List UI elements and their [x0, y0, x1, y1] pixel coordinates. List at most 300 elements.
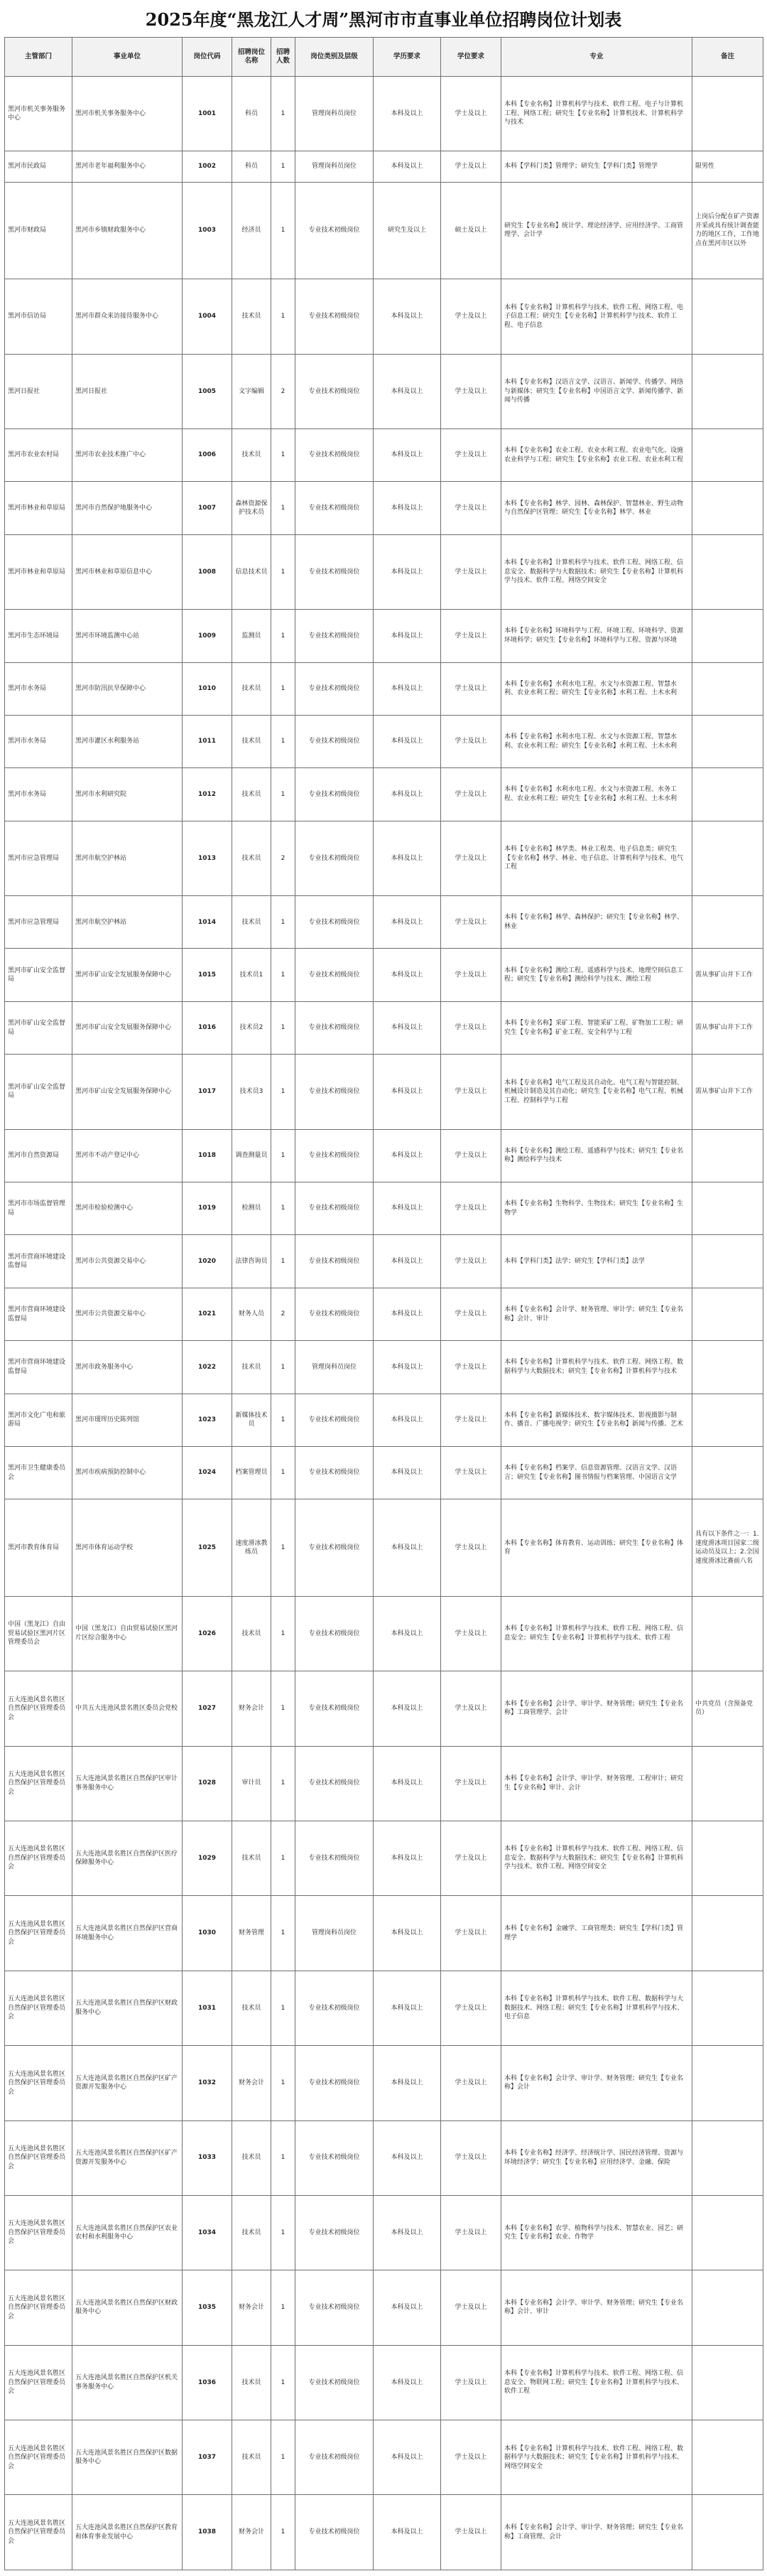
cell-cat: 专业技术初级岗位: [295, 768, 374, 821]
cell-unit: 中国（黑龙江）自由贸易试验区黑河片区综合服务中心: [72, 1596, 183, 1671]
cell-code: 1032: [183, 2046, 232, 2120]
cell-code: 1023: [183, 1394, 232, 1446]
cell-num: 1: [271, 2495, 295, 2570]
table-row: [5, 1821, 763, 1895]
cell-code: 1028: [183, 1746, 232, 1821]
cell-code: 1036: [183, 2345, 232, 2420]
cell-deg: 学士及以上: [441, 821, 501, 895]
cell-post: 技术员3: [232, 1055, 271, 1129]
cell-dept: 黑河市自然资源局: [5, 1129, 72, 1182]
cell-note: [692, 2495, 763, 2570]
cell-code: 1015: [183, 949, 232, 1001]
cell-code: 1025: [183, 1499, 232, 1596]
cell-edu: 本科及以上: [374, 2195, 441, 2270]
cell-deg: 学士及以上: [441, 279, 501, 354]
cell-note: [692, 610, 763, 662]
cell-unit: 五大连池风景名胜区自然保护区教育和体育事业发展中心: [72, 2495, 183, 2570]
cell-edu: 本科及以上: [374, 354, 441, 429]
cell-deg: 学士及以上: [441, 1001, 501, 1054]
cell-dept: 黑河日报社: [5, 354, 72, 429]
cell-edu: 本科及以上: [374, 151, 441, 182]
cell-unit: 黑河市瑷珲历史陈列馆: [72, 1394, 183, 1446]
cell-major: 本科【专业名称】计算机科学与技术、软件工程、网络工程、信息安全、数据科学与大数据技术；研究生【专业名称】计算机科学与技术、软件工程、网络空间安全: [501, 534, 692, 609]
table-row: [5, 2120, 763, 2195]
cell-code: 1026: [183, 1596, 232, 1671]
cell-deg: 学士及以上: [441, 1341, 501, 1394]
cell-major: 本科【专业名称】金融学、工商管理类；研究生【学科门类】管理学: [501, 1896, 692, 1971]
cell-num: 1: [271, 896, 295, 949]
cell-code: 1031: [183, 1971, 232, 2045]
cell-note: [692, 821, 763, 895]
cell-post: 技术员: [232, 2120, 271, 2195]
cell-unit: 黑河市公共资源交易中心: [72, 1235, 183, 1288]
cell-deg: 学士及以上: [441, 1746, 501, 1821]
cell-cat: 专业技术初级岗位: [295, 354, 374, 429]
cell-post: 信息技术员: [232, 534, 271, 609]
cell-note: [692, 1235, 763, 1288]
cell-cat: 专业技术初级岗位: [295, 2495, 374, 2570]
cell-code: 1020: [183, 1235, 232, 1288]
cell-cat: 专业技术初级岗位: [295, 1288, 374, 1340]
cell-code: 1035: [183, 2270, 232, 2345]
cell-dept: 黑河市应急管理局: [5, 821, 72, 895]
cell-cat: 专业技术初级岗位: [295, 821, 374, 895]
cell-unit: 黑河市矿山安全发展服务保障中心: [72, 949, 183, 1001]
cell-unit: 黑河市矿山安全发展服务保障中心: [72, 1055, 183, 1129]
cell-edu: 本科及以上: [374, 1821, 441, 1895]
cell-edu: 本科及以上: [374, 1596, 441, 1671]
cell-dept: 黑河市农业农村局: [5, 429, 72, 481]
table-row: [5, 1341, 763, 1394]
cell-unit: 黑河市公共资源交易中心: [72, 1288, 183, 1340]
cell-unit: 黑河市群众来访接待服务中心: [72, 279, 183, 354]
cell-note: [692, 1446, 763, 1499]
cell-cat: 专业技术初级岗位: [295, 949, 374, 1001]
cell-major: 本科【专业名称】林学类、林业工程类、电子信息类；研究生【专业名称】林学、林业、电子信息、计算机科学与技术、电气工程: [501, 821, 692, 895]
cell-post: 档案管理员: [232, 1446, 271, 1499]
cell-num: 1: [271, 1129, 295, 1182]
cell-code: 1006: [183, 429, 232, 481]
cell-post: 财务会计: [232, 2270, 271, 2345]
cell-post: 技术员: [232, 896, 271, 949]
cell-cat: 专业技术初级岗位: [295, 1182, 374, 1235]
cell-note: [692, 1288, 763, 1340]
cell-num: 1: [271, 482, 295, 534]
cell-deg: 学士及以上: [441, 1446, 501, 1499]
cell-note: [692, 1129, 763, 1182]
table-container: [4, 37, 763, 2570]
cell-cat: 专业技术初级岗位: [295, 2420, 374, 2495]
table-row: [5, 2495, 763, 2570]
cell-dept: 五大连池风景名胜区自然保护区管理委员会: [5, 2495, 72, 2570]
table-row: [5, 2046, 763, 2120]
cell-cat: 专业技术初级岗位: [295, 610, 374, 662]
cell-unit: 五大连池风景名胜区自然保护区矿产资源开发服务中心: [72, 2120, 183, 2195]
cell-cat: 专业技术初级岗位: [295, 1235, 374, 1288]
cell-note: [692, 1182, 763, 1235]
cell-major: 本科【专业名称】会计学、审计学、财务管理；研究生【专业名称】会计: [501, 2046, 692, 2120]
cell-major: 本科【专业名称】计算机科学与技术、软件工程、数据科学与大数据技术、网络工程；研究生【专业名称】计算机科学与技术、电子信息: [501, 1971, 692, 2045]
cell-post: 财务管理: [232, 1896, 271, 1971]
cell-dept: 黑河市林业和草原局: [5, 534, 72, 609]
cell-major: 本科【专业名称】计算机科学与技术、软件工程、网络工程、信息安全、物联网工程；研究生【专业名称】计算机科学与技术、软件工程: [501, 2345, 692, 2420]
cell-cat: 专业技术初级岗位: [295, 2345, 374, 2420]
cell-code: 1010: [183, 662, 232, 715]
cell-cat: 专业技术初级岗位: [295, 896, 374, 949]
cell-edu: 本科及以上: [374, 1129, 441, 1182]
cell-deg: 学士及以上: [441, 1671, 501, 1746]
cell-major: 本科【学科门类】法学；研究生【学科门类】法学: [501, 1235, 692, 1288]
table-row: [5, 2195, 763, 2270]
cell-cat: 管理岗科员岗位: [295, 1341, 374, 1394]
cell-note: [692, 1746, 763, 1821]
cell-unit: 黑河市防汛抗旱保障中心: [72, 662, 183, 715]
cell-num: 1: [271, 2046, 295, 2120]
cell-edu: 本科及以上: [374, 429, 441, 481]
cell-post: 新媒体技术员: [232, 1394, 271, 1446]
cell-cat: 专业技术初级岗位: [295, 715, 374, 767]
table-row: [5, 2270, 763, 2345]
cell-major: 本科【专业名称】电气工程及其自动化、电气工程与智能控制、机械设计制造及其自动化；研究生【专业名称】电气工程、机械工程、控制科学与工程: [501, 1055, 692, 1129]
cell-cat: 专业技术初级岗位: [295, 1446, 374, 1499]
cell-unit: 黑河市不动产登记中心: [72, 1129, 183, 1182]
cell-num: 1: [271, 1446, 295, 1499]
cell-code: 1021: [183, 1288, 232, 1340]
cell-deg: 学士及以上: [441, 2345, 501, 2420]
cell-dept: 五大连池风景名胜区自然保护区管理委员会: [5, 2420, 72, 2495]
cell-note: [692, 1596, 763, 1671]
cell-num: 1: [271, 2420, 295, 2495]
cell-deg: 学士及以上: [441, 1394, 501, 1446]
cell-deg: 学士及以上: [441, 1235, 501, 1288]
cell-note: 限男性: [692, 151, 763, 182]
cell-unit: 黑河市乡镇财政服务中心: [72, 182, 183, 279]
cell-code: 1033: [183, 2120, 232, 2195]
table-row: [5, 1971, 763, 2045]
cell-code: 1002: [183, 151, 232, 182]
cell-cat: 专业技术初级岗位: [295, 482, 374, 534]
cell-dept: 五大连池风景名胜区自然保护区管理委员会: [5, 1896, 72, 1971]
cell-deg: 学士及以上: [441, 715, 501, 767]
cell-deg: 学士及以上: [441, 1182, 501, 1235]
cell-code: 1019: [183, 1182, 232, 1235]
cell-deg: 学士及以上: [441, 1288, 501, 1340]
cell-num: 1: [271, 2195, 295, 2270]
cell-cat: 专业技术初级岗位: [295, 2120, 374, 2195]
cell-dept: 黑河市信访局: [5, 279, 72, 354]
cell-cat: 专业技术初级岗位: [295, 1821, 374, 1895]
cell-post: 科员: [232, 77, 271, 151]
cell-note: [692, 662, 763, 715]
cell-deg: 学士及以上: [441, 1821, 501, 1895]
cell-edu: 本科及以上: [374, 2345, 441, 2420]
cell-post: 审计员: [232, 1746, 271, 1821]
cell-major: 本科【专业名称】农业工程、农业水利工程、农业电气化、设施农业科学与工程；研究生【专业名称】农业工程、农业水利工程: [501, 429, 692, 481]
header-code: 岗位代码: [183, 38, 232, 77]
cell-major: 本科【专业名称】水利水电工程、水文与水资源工程、水务工程、农业水利工程；研究生【专业名称】水利工程、土木水利: [501, 768, 692, 821]
cell-post: 财务会计: [232, 1671, 271, 1746]
cell-edu: 研究生及以上: [374, 182, 441, 279]
cell-code: 1016: [183, 1001, 232, 1054]
cell-num: 2: [271, 354, 295, 429]
cell-major: 本科【专业名称】计算机科学与技术、软件工程、网络工程、信息安全、数据科学与大数据技术；研究生【专业名称】计算机科学与技术、软件工程、网络空间安全: [501, 1821, 692, 1895]
header-note: 备注: [692, 38, 763, 77]
cell-num: 1: [271, 2120, 295, 2195]
cell-edu: 本科及以上: [374, 2420, 441, 2495]
cell-dept: 黑河市营商环境建设监督局: [5, 1288, 72, 1340]
cell-edu: 本科及以上: [374, 1341, 441, 1394]
cell-num: 1: [271, 1394, 295, 1446]
cell-code: 1007: [183, 482, 232, 534]
cell-note: [692, 354, 763, 429]
cell-deg: 学士及以上: [441, 1596, 501, 1671]
cell-edu: 本科及以上: [374, 482, 441, 534]
cell-major: 本科【专业名称】会计学、财务管理、审计学；研究生【专业名称】会计、审计: [501, 1288, 692, 1340]
cell-major: 本科【专业名称】体育教育、运动训练；研究生【专业名称】体育: [501, 1499, 692, 1596]
cell-note: 需从事矿山井下工作: [692, 1055, 763, 1129]
cell-post: 技术员1: [232, 949, 271, 1001]
table-row: [5, 429, 763, 481]
cell-note: [692, 2195, 763, 2270]
cell-edu: 本科及以上: [374, 662, 441, 715]
cell-edu: 本科及以上: [374, 1235, 441, 1288]
table-row: [5, 77, 763, 151]
cell-deg: 学士及以上: [441, 1896, 501, 1971]
cell-note: [692, 2420, 763, 2495]
cell-edu: 本科及以上: [374, 1746, 441, 1821]
cell-major: 本科【学科门类】管理学；研究生【学科门类】管理学: [501, 151, 692, 182]
cell-note: [692, 534, 763, 609]
table-row: [5, 1671, 763, 1746]
cell-edu: 本科及以上: [374, 1446, 441, 1499]
cell-dept: 黑河市营商环境建设监督局: [5, 1341, 72, 1394]
table-row: [5, 182, 763, 279]
cell-major: 本科【专业名称】水利水电工程、水文与水资源工程、智慧水利、农业水利工程；研究生【专业名称】水利工程、土木水利: [501, 662, 692, 715]
cell-post: 技术员: [232, 1341, 271, 1394]
cell-code: 1008: [183, 534, 232, 609]
cell-post: 技术员: [232, 768, 271, 821]
cell-major: 本科【专业名称】会计学、审计学、财务管理；研究生【专业名称】会计、审计: [501, 2270, 692, 2345]
page-title: 2025年度“黑龙江人才周”黑河市市直事业单位招聘岗位计划表: [145, 9, 622, 30]
cell-deg: 学士及以上: [441, 534, 501, 609]
cell-cat: 专业技术初级岗位: [295, 1746, 374, 1821]
table-row: [5, 610, 763, 662]
cell-dept: 五大连池风景名胜区自然保护区管理委员会: [5, 2120, 72, 2195]
cell-edu: 本科及以上: [374, 1499, 441, 1596]
cell-num: 1: [271, 1235, 295, 1288]
cell-post: 技术员: [232, 279, 271, 354]
table-body: [5, 77, 763, 2570]
cell-dept: 黑河市营商环境建设监督局: [5, 1235, 72, 1288]
cell-note: [692, 2270, 763, 2345]
cell-major: 本科【专业名称】采矿工程、智能采矿工程、矿物加工工程；研究生【专业名称】矿业工程、安全科学与工程: [501, 1001, 692, 1054]
cell-deg: 学士及以上: [441, 949, 501, 1001]
cell-unit: 五大连池风景名胜区自然保护区农业农村和水利服务中心: [72, 2195, 183, 2270]
cell-dept: 五大连池风景名胜区自然保护区管理委员会: [5, 1746, 72, 1821]
cell-major: 本科【专业名称】测绘工程、遥感科学与技术；研究生【专业名称】测绘科学与技术: [501, 1129, 692, 1182]
cell-dept: 黑河市应急管理局: [5, 896, 72, 949]
cell-deg: 学士及以上: [441, 354, 501, 429]
cell-note: [692, 896, 763, 949]
cell-num: 1: [271, 662, 295, 715]
cell-note: [692, 2120, 763, 2195]
cell-edu: 本科及以上: [374, 2046, 441, 2120]
cell-post: 森林资源保护技术员: [232, 482, 271, 534]
cell-code: 1014: [183, 896, 232, 949]
cell-major: 本科【专业名称】计算机科学与技术、软件工程、网络工程、信息安全；研究生【专业名称】计算机科学与技术、软件工程: [501, 1596, 692, 1671]
cell-num: 1: [271, 715, 295, 767]
cell-unit: 黑河市体育运动学校: [72, 1499, 183, 1596]
cell-num: 1: [271, 151, 295, 182]
cell-edu: 本科及以上: [374, 715, 441, 767]
cell-deg: 学士及以上: [441, 2195, 501, 2270]
cell-major: 本科【专业名称】环境科学与工程、环境工程、环境科学、资源环境科学；研究生【专业名称】环境科学与工程、资源与环境: [501, 610, 692, 662]
cell-dept: 五大连池风景名胜区自然保护区管理委员会: [5, 2046, 72, 2120]
cell-deg: 学士及以上: [441, 1499, 501, 1596]
cell-major: 本科【专业名称】农学、植物科学与技术、智慧农业、园艺；研究生【专业名称】农业、作物学: [501, 2195, 692, 2270]
cell-cat: 管理岗科员岗位: [295, 77, 374, 151]
cell-unit: 黑河市检验检测中心: [72, 1182, 183, 1235]
cell-unit: 五大连池风景名胜区自然保护区审计事务服务中心: [72, 1746, 183, 1821]
cell-post: 监测员: [232, 610, 271, 662]
header-unit: 事业单位: [72, 38, 183, 77]
cell-code: 1034: [183, 2195, 232, 2270]
header-cat: 岗位类别及层级: [295, 38, 374, 77]
cell-unit: 黑河市水利研究院: [72, 768, 183, 821]
cell-note: [692, 1341, 763, 1394]
cell-code: 1013: [183, 821, 232, 895]
cell-deg: 学士及以上: [441, 1055, 501, 1129]
cell-post: 技术员: [232, 1971, 271, 2045]
cell-dept: 黑河市教育体育局: [5, 1499, 72, 1596]
cell-edu: 本科及以上: [374, 1288, 441, 1340]
cell-post: 技术员: [232, 2420, 271, 2495]
cell-deg: 学士及以上: [441, 429, 501, 481]
cell-post: 调查测量员: [232, 1129, 271, 1182]
table-row: [5, 1499, 763, 1596]
cell-num: 1: [271, 1971, 295, 2045]
table-row: [5, 715, 763, 767]
table-row: [5, 1446, 763, 1499]
cell-dept: 五大连池风景名胜区自然保护区管理委员会: [5, 2270, 72, 2345]
cell-code: 1011: [183, 715, 232, 767]
cell-dept: 黑河市生态环境局: [5, 610, 72, 662]
cell-unit: 五大连池风景名胜区自然保护区营商环境服务中心: [72, 1896, 183, 1971]
cell-dept: 黑河市机关事务服务中心: [5, 77, 72, 151]
table-row: [5, 482, 763, 534]
cell-num: 1: [271, 1896, 295, 1971]
table-row: [5, 1746, 763, 1821]
table-row: [5, 1288, 763, 1340]
cell-num: 1: [271, 1671, 295, 1746]
cell-unit: 五大连池风景名胜区自然保护区矿产资源开发服务中心: [72, 2046, 183, 2120]
cell-cat: 专业技术初级岗位: [295, 1596, 374, 1671]
cell-deg: 学士及以上: [441, 896, 501, 949]
cell-unit: 五大连池风景名胜区自然保护区机关事务服务中心: [72, 2345, 183, 2420]
cell-unit: 黑河市航空护林站: [72, 896, 183, 949]
cell-deg: 学士及以上: [441, 77, 501, 151]
cell-edu: 本科及以上: [374, 2495, 441, 2570]
cell-edu: 本科及以上: [374, 1896, 441, 1971]
cell-deg: 硕士及以上: [441, 182, 501, 279]
cell-note: [692, 1896, 763, 1971]
cell-deg: 学士及以上: [441, 610, 501, 662]
header-num: 招聘人数: [271, 38, 295, 77]
cell-code: 1001: [183, 77, 232, 151]
cell-major: 本科【专业名称】会计学、审计学、财务管理；研究生【专业名称】工商管理学、会计: [501, 1671, 692, 1746]
cell-note: 上岗后分配在矿产资源开采或具有统计调查能力的地区工作，工作地点在黑河市区以外: [692, 182, 763, 279]
recruitment-table: [4, 37, 763, 2570]
cell-cat: 专业技术初级岗位: [295, 2046, 374, 2120]
cell-unit: 黑河市环境监测中心站: [72, 610, 183, 662]
header-dept: 主管部门: [5, 38, 72, 77]
cell-num: 1: [271, 1001, 295, 1054]
table-row: [5, 1896, 763, 1971]
cell-post: 技术员: [232, 1596, 271, 1671]
cell-unit: 黑河市老年福利服务中心: [72, 151, 183, 182]
cell-major: 本科【专业名称】计算机科学与技术、软件工程、网络工程、电子信息工程；研究生【专业名称】计算机科学与技术、软件工程、电子信息: [501, 279, 692, 354]
cell-major: 本科【专业名称】新媒体技术、数字媒体技术、影视摄影与制作、播音、广播电视学；研究生【专业名称】新闻与传播、艺术: [501, 1394, 692, 1446]
cell-cat: 专业技术初级岗位: [295, 1394, 374, 1446]
cell-major: 本科【专业名称】会计学、审计学、财务管理；研究生【专业名称】工商管理、会计: [501, 2495, 692, 2570]
cell-post: 技术员: [232, 2345, 271, 2420]
cell-note: [692, 279, 763, 354]
cell-num: 1: [271, 1596, 295, 1671]
cell-deg: 学士及以上: [441, 2495, 501, 2570]
cell-dept: 五大连池风景名胜区自然保护区管理委员会: [5, 1821, 72, 1895]
cell-edu: 本科及以上: [374, 1055, 441, 1129]
table-row: [5, 2345, 763, 2420]
cell-cat: 专业技术初级岗位: [295, 534, 374, 609]
cell-num: 1: [271, 429, 295, 481]
cell-major: 本科【专业名称】测绘工程、遥感科学与技术、地理空间信息工程；研究生【专业名称】测绘科学与技术、测绘工程: [501, 949, 692, 1001]
cell-cat: 专业技术初级岗位: [295, 1971, 374, 2045]
cell-note: 具有以下条件之一：1.速度滑冰项目国家二级运动员及以上；2.全国速度滑冰比赛前八名: [692, 1499, 763, 1596]
cell-dept: 中国（黑龙江）自由贸易试验区黑河片区管理委员会: [5, 1596, 72, 1671]
cell-dept: 黑河市水务局: [5, 662, 72, 715]
cell-unit: 中共五大连池风景名胜区委员会党校: [72, 1671, 183, 1746]
cell-deg: 学士及以上: [441, 482, 501, 534]
cell-edu: 本科及以上: [374, 896, 441, 949]
header-deg: 学位要求: [441, 38, 501, 77]
cell-deg: 学士及以上: [441, 662, 501, 715]
table-row: [5, 1129, 763, 1182]
cell-edu: 本科及以上: [374, 2120, 441, 2195]
table-header-row: [5, 38, 763, 77]
cell-note: [692, 1394, 763, 1446]
cell-note: [692, 2046, 763, 2120]
cell-dept: 黑河市水务局: [5, 768, 72, 821]
cell-note: [692, 2345, 763, 2420]
cell-note: [692, 768, 763, 821]
cell-post: 技术员: [232, 1821, 271, 1895]
cell-cat: 管理岗科员岗位: [295, 1896, 374, 1971]
cell-major: 本科【专业名称】水利水电工程、水文与水资源工程、智慧水利、农业水利工程；研究生【专业名称】水利工程、土木水利: [501, 715, 692, 767]
cell-code: 1012: [183, 768, 232, 821]
cell-post: 技术员2: [232, 1001, 271, 1054]
cell-post: 技术员: [232, 2195, 271, 2270]
table-row: [5, 354, 763, 429]
table-row: [5, 949, 763, 1001]
cell-note: [692, 1971, 763, 2045]
cell-num: 1: [271, 1821, 295, 1895]
cell-deg: 学士及以上: [441, 768, 501, 821]
cell-post: 财务会计: [232, 2495, 271, 2570]
cell-code: 1037: [183, 2420, 232, 2495]
cell-major: 本科【专业名称】档案学、信息资源管理、汉语言文学、汉语言；研究生【专业名称】图书情报与档案管理、中国语言文学: [501, 1446, 692, 1499]
cell-dept: 五大连池风景名胜区自然保护区管理委员会: [5, 1671, 72, 1746]
cell-unit: 黑河日报社: [72, 354, 183, 429]
